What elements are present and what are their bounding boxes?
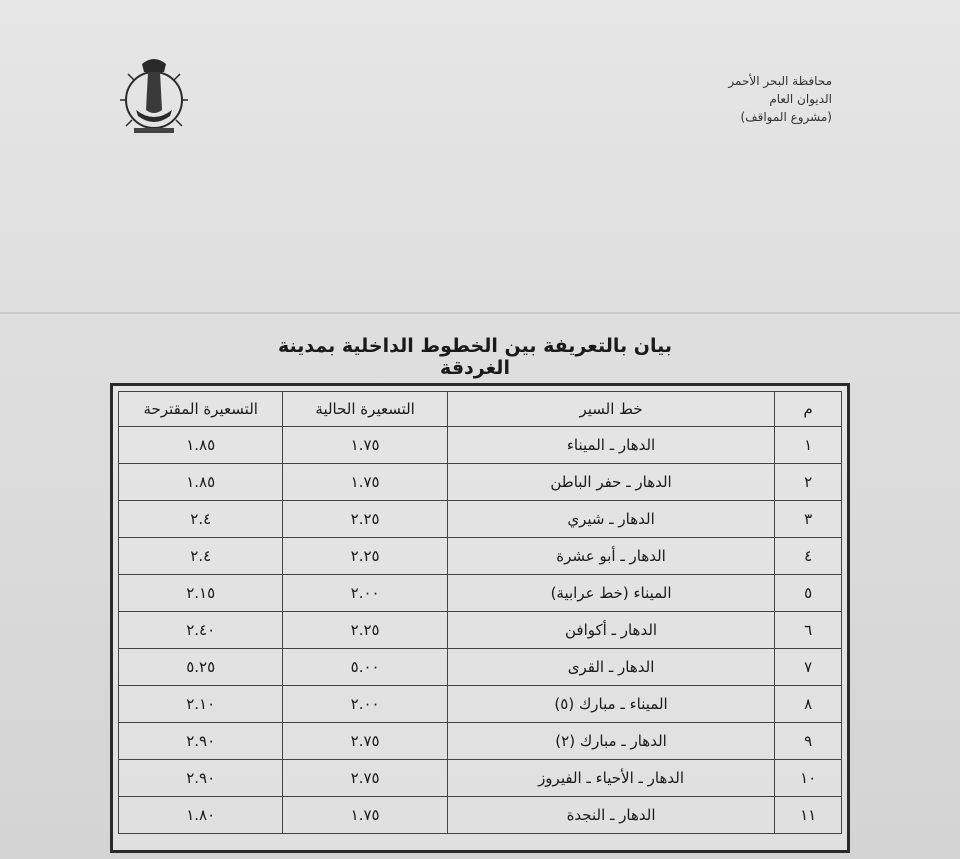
row-route: الدهار ـ الأحياء ـ الفيروز	[447, 760, 774, 797]
row-proposed-fare: ٢.٤٠	[119, 612, 283, 649]
row-route: الدهار ـ القرى	[447, 649, 774, 686]
page-fold-line	[0, 312, 960, 314]
table-row	[119, 575, 842, 612]
row-num: ٨	[775, 686, 842, 723]
table-row	[119, 797, 842, 834]
row-num: ١١	[775, 797, 842, 834]
row-num: ٩	[775, 723, 842, 760]
row-current-fare: ١.٧٥	[283, 797, 447, 834]
table-row	[119, 612, 842, 649]
header-route: خط السير	[447, 392, 774, 427]
row-num: ٣	[775, 501, 842, 538]
table-row	[119, 723, 842, 760]
row-current-fare: ١.٧٥	[283, 464, 447, 501]
table-row	[119, 501, 842, 538]
header-proposed-fare: التسعيرة المقترحة	[119, 392, 283, 427]
row-current-fare: ٢.٧٥	[283, 723, 447, 760]
row-route: الدهار ـ مبارك (٢)	[447, 723, 774, 760]
table-row	[119, 686, 842, 723]
row-num: ٢	[775, 464, 842, 501]
row-proposed-fare: ٥.٢٥	[119, 649, 283, 686]
table-header-row	[119, 392, 842, 427]
letterhead-office: الديوان العام	[769, 92, 832, 106]
document-title: بيان بالتعريفة بين الخطوط الداخلية بمدينة الغردقة	[278, 335, 672, 379]
row-route: الميناء (خط عرابية)	[447, 575, 774, 612]
row-proposed-fare: ١.٨٠	[119, 797, 283, 834]
row-current-fare: ١.٧٥	[283, 427, 447, 464]
row-proposed-fare: ١.٨٥	[119, 464, 283, 501]
row-num: ١٠	[775, 760, 842, 797]
row-current-fare: ٢.٢٥	[283, 501, 447, 538]
table-row	[119, 538, 842, 575]
row-current-fare: ٢.٢٥	[283, 538, 447, 575]
row-route: الميناء ـ مبارك (٥)	[447, 686, 774, 723]
row-num: ١	[775, 427, 842, 464]
row-proposed-fare: ٢.٤	[119, 538, 283, 575]
table-frame	[110, 383, 850, 853]
header-current-fare: التسعيرة الحالية	[283, 392, 447, 427]
row-num: ٧	[775, 649, 842, 686]
row-proposed-fare: ٢.٩٠	[119, 760, 283, 797]
row-proposed-fare: ٢.١٥	[119, 575, 283, 612]
row-current-fare: ٢.٢٥	[283, 612, 447, 649]
letterhead	[572, 72, 832, 126]
row-current-fare: ٥.٠٠	[283, 649, 447, 686]
row-current-fare: ٢.٠٠	[283, 575, 447, 612]
row-num: ٤	[775, 538, 842, 575]
fare-table	[118, 391, 842, 834]
table-row	[119, 464, 842, 501]
row-route: الدهار ـ أبو عشرة	[447, 538, 774, 575]
letterhead-project: (مشروع المواقف)	[740, 110, 832, 124]
row-proposed-fare: ٢.١٠	[119, 686, 283, 723]
row-route: الدهار ـ حفر الباطن	[447, 464, 774, 501]
row-proposed-fare: ٢.٩٠	[119, 723, 283, 760]
row-route: الدهار ـ النجدة	[447, 797, 774, 834]
letterhead-governorate: محافظة البحر الأحمر	[728, 74, 832, 88]
row-route: الدهار ـ شيري	[447, 501, 774, 538]
row-route: الدهار ـ أكوافن	[447, 612, 774, 649]
row-current-fare: ٢.٧٥	[283, 760, 447, 797]
row-route: الدهار ـ الميناء	[447, 427, 774, 464]
row-num: ٦	[775, 612, 842, 649]
governorate-seal-icon	[120, 50, 188, 136]
row-proposed-fare: ٢.٤	[119, 501, 283, 538]
row-proposed-fare: ١.٨٥	[119, 427, 283, 464]
header-num: م	[775, 392, 842, 427]
row-current-fare: ٢.٠٠	[283, 686, 447, 723]
table-row	[119, 649, 842, 686]
table-row	[119, 760, 842, 797]
row-num: ٥	[775, 575, 842, 612]
table-row	[119, 427, 842, 464]
